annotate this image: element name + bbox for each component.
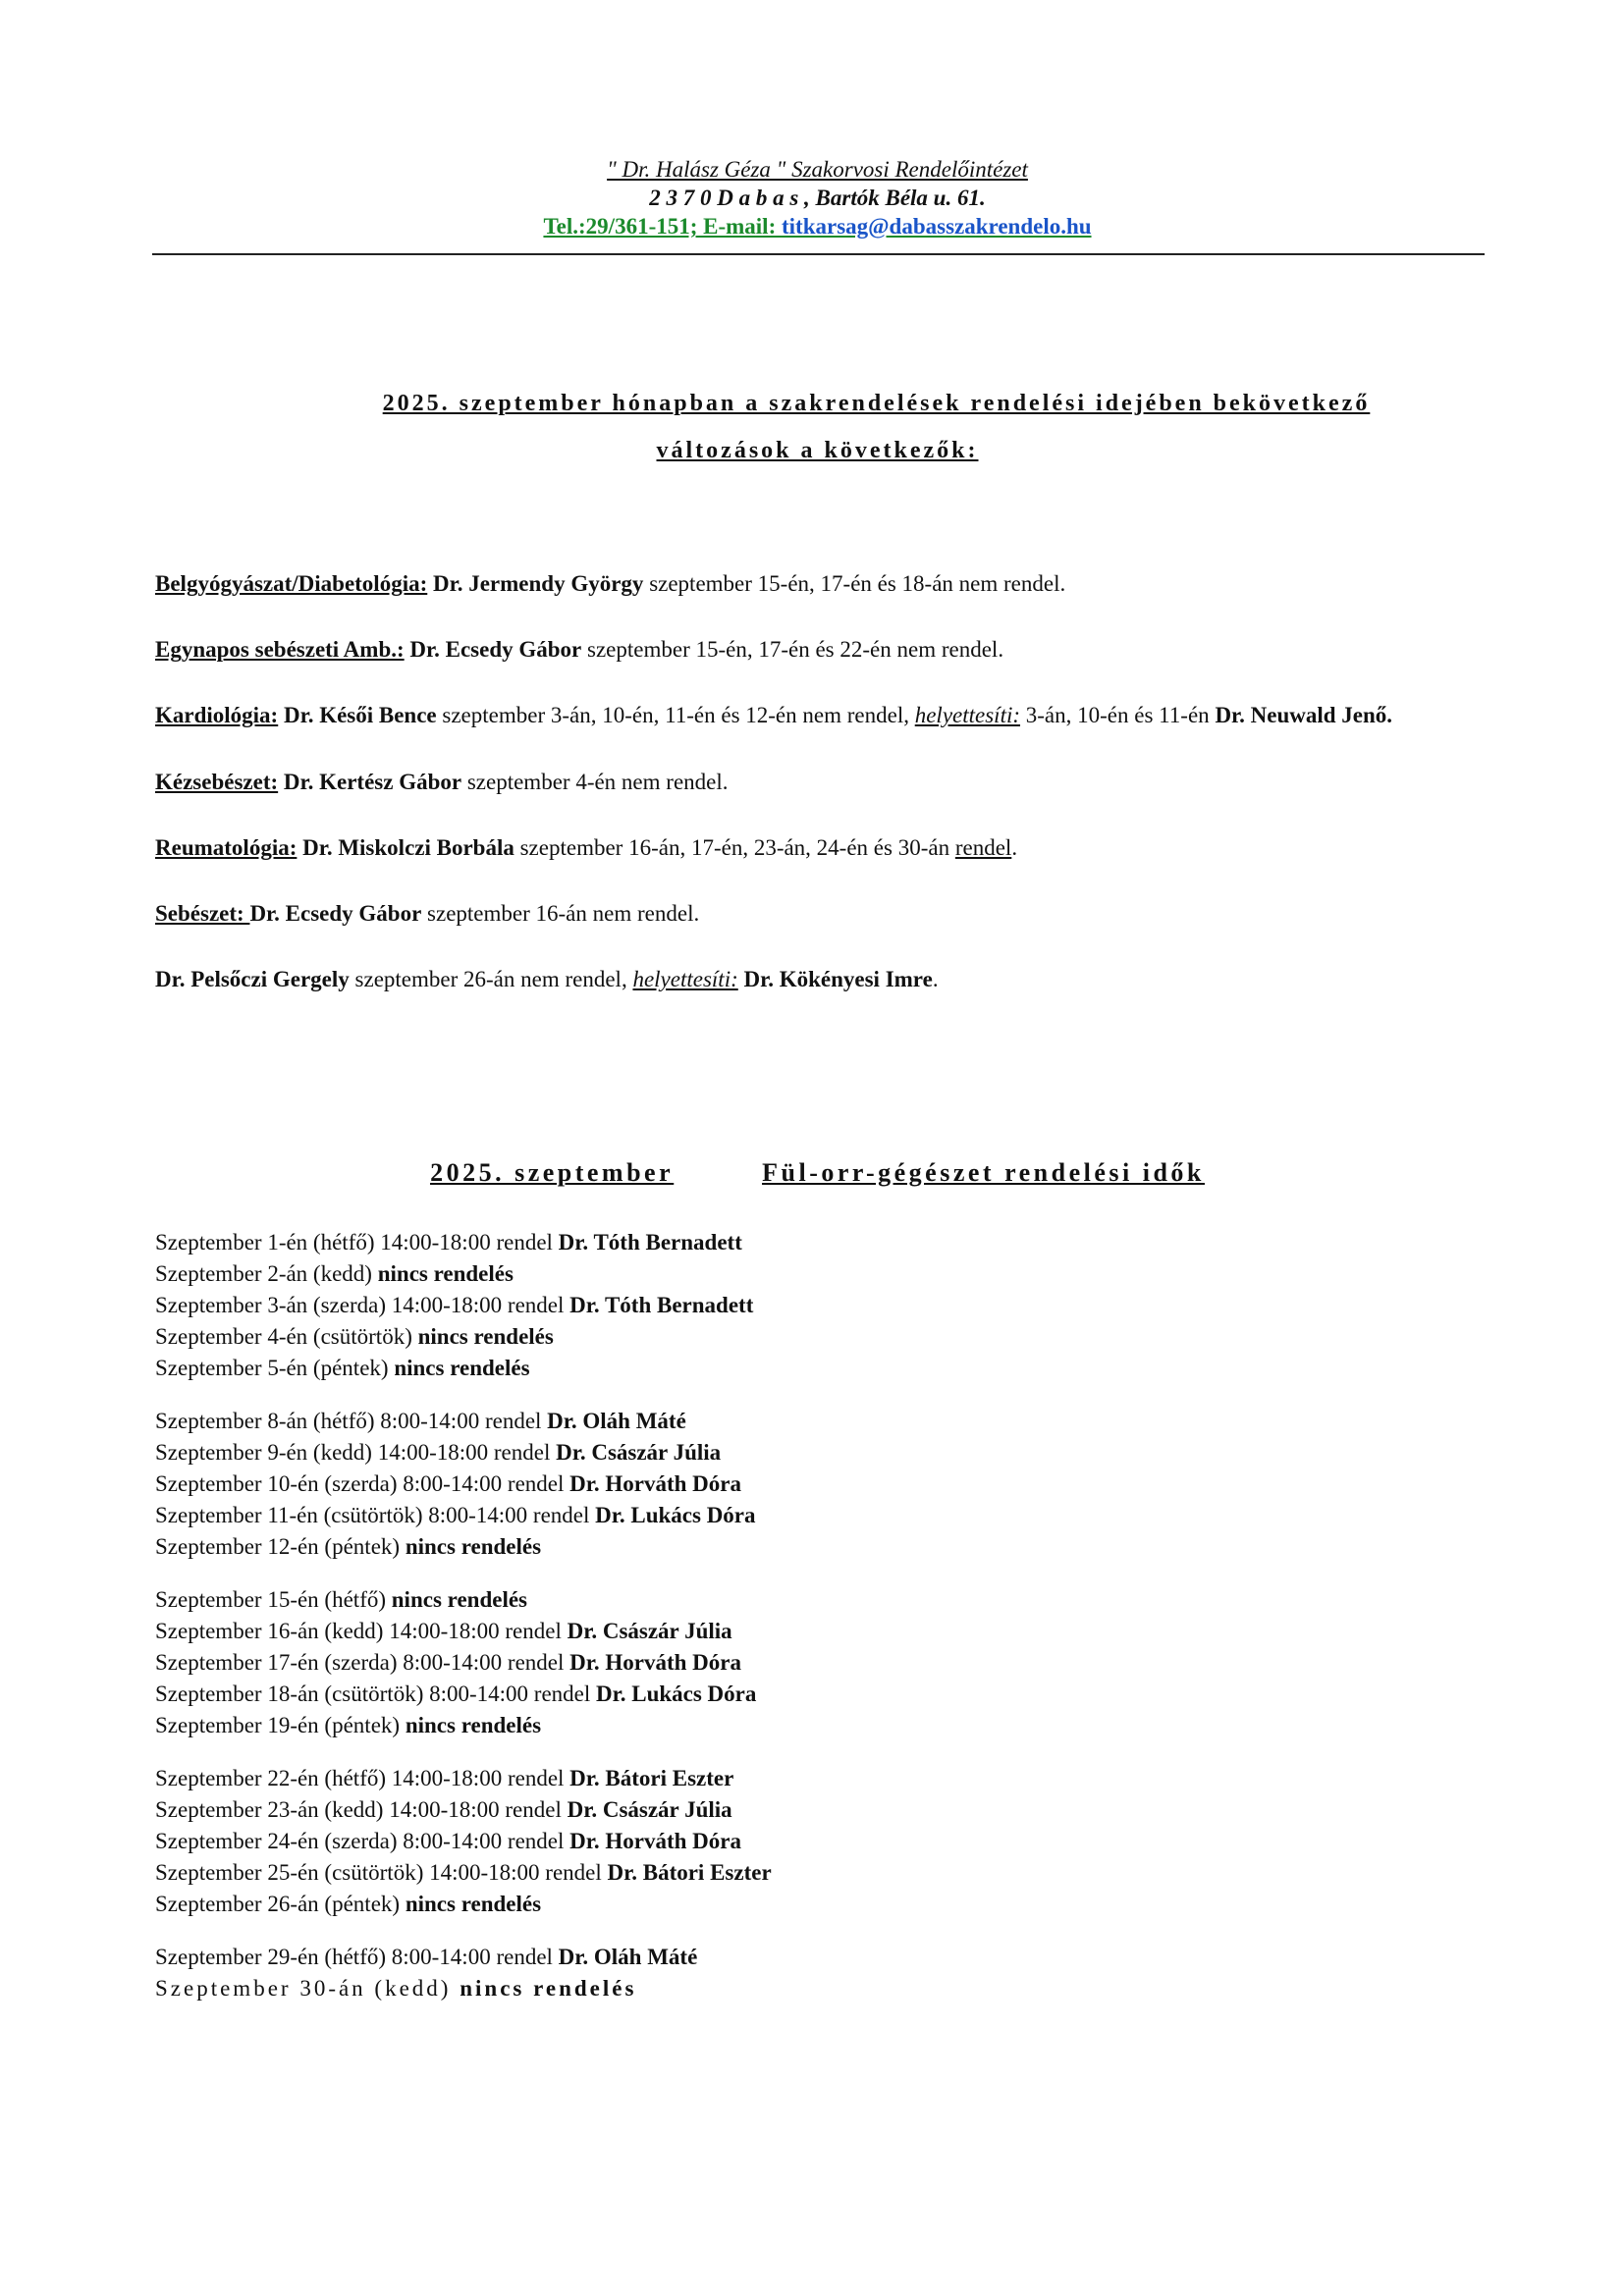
schedule-row: Szeptember 19-én (péntek) nincs rendelés bbox=[155, 1713, 542, 1737]
contact-phone: Tel.:29/361-151; E-mail: bbox=[543, 214, 782, 239]
schedule-row: Szeptember 4-én (csütörtök) nincs rendelés bbox=[155, 1324, 554, 1349]
schedule-row: Szeptember 2-án (kedd) nincs rendelés bbox=[155, 1261, 514, 1286]
schedule-row: Szeptember 15-én (hétfő) nincs rendelés bbox=[155, 1587, 527, 1612]
contact-line bbox=[152, 212, 1483, 240]
schedule-row: Szeptember 24-én (szerda) 8:00-14:00 rendel Dr. Horváth Dóra bbox=[155, 1829, 741, 1853]
institution-name: " Dr. Halász Géza " Szakorvosi Rendelőintézet bbox=[607, 157, 1028, 182]
letterhead bbox=[152, 155, 1483, 240]
schedule-row: Szeptember 8-án (hétfő) 8:00-14:00 rendel Dr. Oláh Máté bbox=[155, 1409, 686, 1433]
change-item: Sebészet: Dr. Ecsedy Gábor szeptember 16-án nem rendel. bbox=[155, 901, 700, 926]
ent-schedule bbox=[155, 1227, 1432, 2004]
schedule-row: Szeptember 1-én (hétfő) 14:00-18:00 rendel Dr. Tóth Bernadett bbox=[155, 1230, 742, 1255]
email-link[interactable]: titkarsag@dabasszakrendelo.hu bbox=[781, 214, 1092, 239]
document-title-line2: változások a következők: bbox=[656, 438, 979, 463]
ent-schedule-title: 2025. szeptember Fül-orr-gégészet rendelési idők bbox=[430, 1158, 1205, 1187]
schedule-row: Szeptember 10-én (szerda) 8:00-14:00 rendel Dr. Horváth Dóra bbox=[155, 1471, 741, 1496]
schedule-row: Szeptember 26-án (péntek) nincs rendelés bbox=[155, 1892, 542, 1916]
schedule-row: Szeptember 11-én (csütörtök) 8:00-14:00 rendel Dr. Lukács Dóra bbox=[155, 1503, 756, 1527]
schedule-row: Szeptember 3-án (szerda) 14:00-18:00 rendel Dr. Tóth Bernadett bbox=[155, 1293, 754, 1317]
change-item: Egynapos sebészeti Amb.: Dr. Ecsedy Gábor szeptember 15-én, 17-én és 22-én nem rendel. bbox=[155, 637, 1004, 662]
document-title-line1: 2025. szeptember hónapban a szakrendelések rendelési idejében bekövetkező bbox=[382, 391, 1371, 416]
schedule-row: Szeptember 5-én (péntek) nincs rendelés bbox=[155, 1356, 530, 1380]
schedule-row: Szeptember 22-én (hétfő) 14:00-18:00 rendel Dr. Bátori Eszter bbox=[155, 1766, 734, 1790]
schedule-row: Szeptember 16-án (kedd) 14:00-18:00 rendel Dr. Császár Júlia bbox=[155, 1619, 732, 1643]
schedule-row: Szeptember 9-én (kedd) 14:00-18:00 rendel Dr. Császár Júlia bbox=[155, 1440, 722, 1465]
institution-address: 2 3 7 0 D a b a s , Bartók Béla u. 61. bbox=[649, 186, 986, 210]
change-item: Kézsebészet: Dr. Kertész Gábor szeptember 4-én nem rendel. bbox=[155, 770, 729, 794]
change-item: Reumatológia: Dr. Miskolczi Borbála szeptember 16-án, 17-én, 23-án, 24-én és 30-án rendel. bbox=[155, 835, 1018, 860]
change-item: Kardiológia: Dr. Késői Bence szeptember 3-án, 10-én, 11-én és 12-én nem rendel, helyettesíti: 3-án, 10-én és 11-én Dr. Neuwald Jenő. bbox=[155, 703, 1393, 727]
schedule-row: Szeptember 23-án (kedd) 14:00-18:00 rendel Dr. Császár Júlia bbox=[155, 1797, 732, 1822]
schedule-row: Szeptember 12-én (péntek) nincs rendelés bbox=[155, 1534, 542, 1559]
change-item: Dr. Pelsőczi Gergely szeptember 26-án nem rendel, helyettesíti: Dr. Kökényesi Imre. bbox=[155, 967, 939, 991]
schedule-row: Szeptember 29-én (hétfő) 8:00-14:00 rendel Dr. Oláh Máté bbox=[155, 1945, 698, 1969]
header-divider bbox=[152, 253, 1485, 255]
schedule-row: Szeptember 18-án (csütörtök) 8:00-14:00 rendel Dr. Lukács Dóra bbox=[155, 1682, 757, 1706]
schedule-row: Szeptember 25-én (csütörtök) 14:00-18:00 rendel Dr. Bátori Eszter bbox=[155, 1860, 772, 1885]
schedule-row: Szeptember 17-én (szerda) 8:00-14:00 rendel Dr. Horváth Dóra bbox=[155, 1650, 741, 1675]
changes-list bbox=[155, 569, 1490, 1031]
change-item: Belgyógyászat/Diabetológia: Dr. Jermendy György szeptember 15-én, 17-én és 18-án nem rendel. bbox=[155, 571, 1066, 596]
schedule-row: Szeptember 30-án (kedd) nincs rendelés bbox=[155, 1976, 637, 2001]
